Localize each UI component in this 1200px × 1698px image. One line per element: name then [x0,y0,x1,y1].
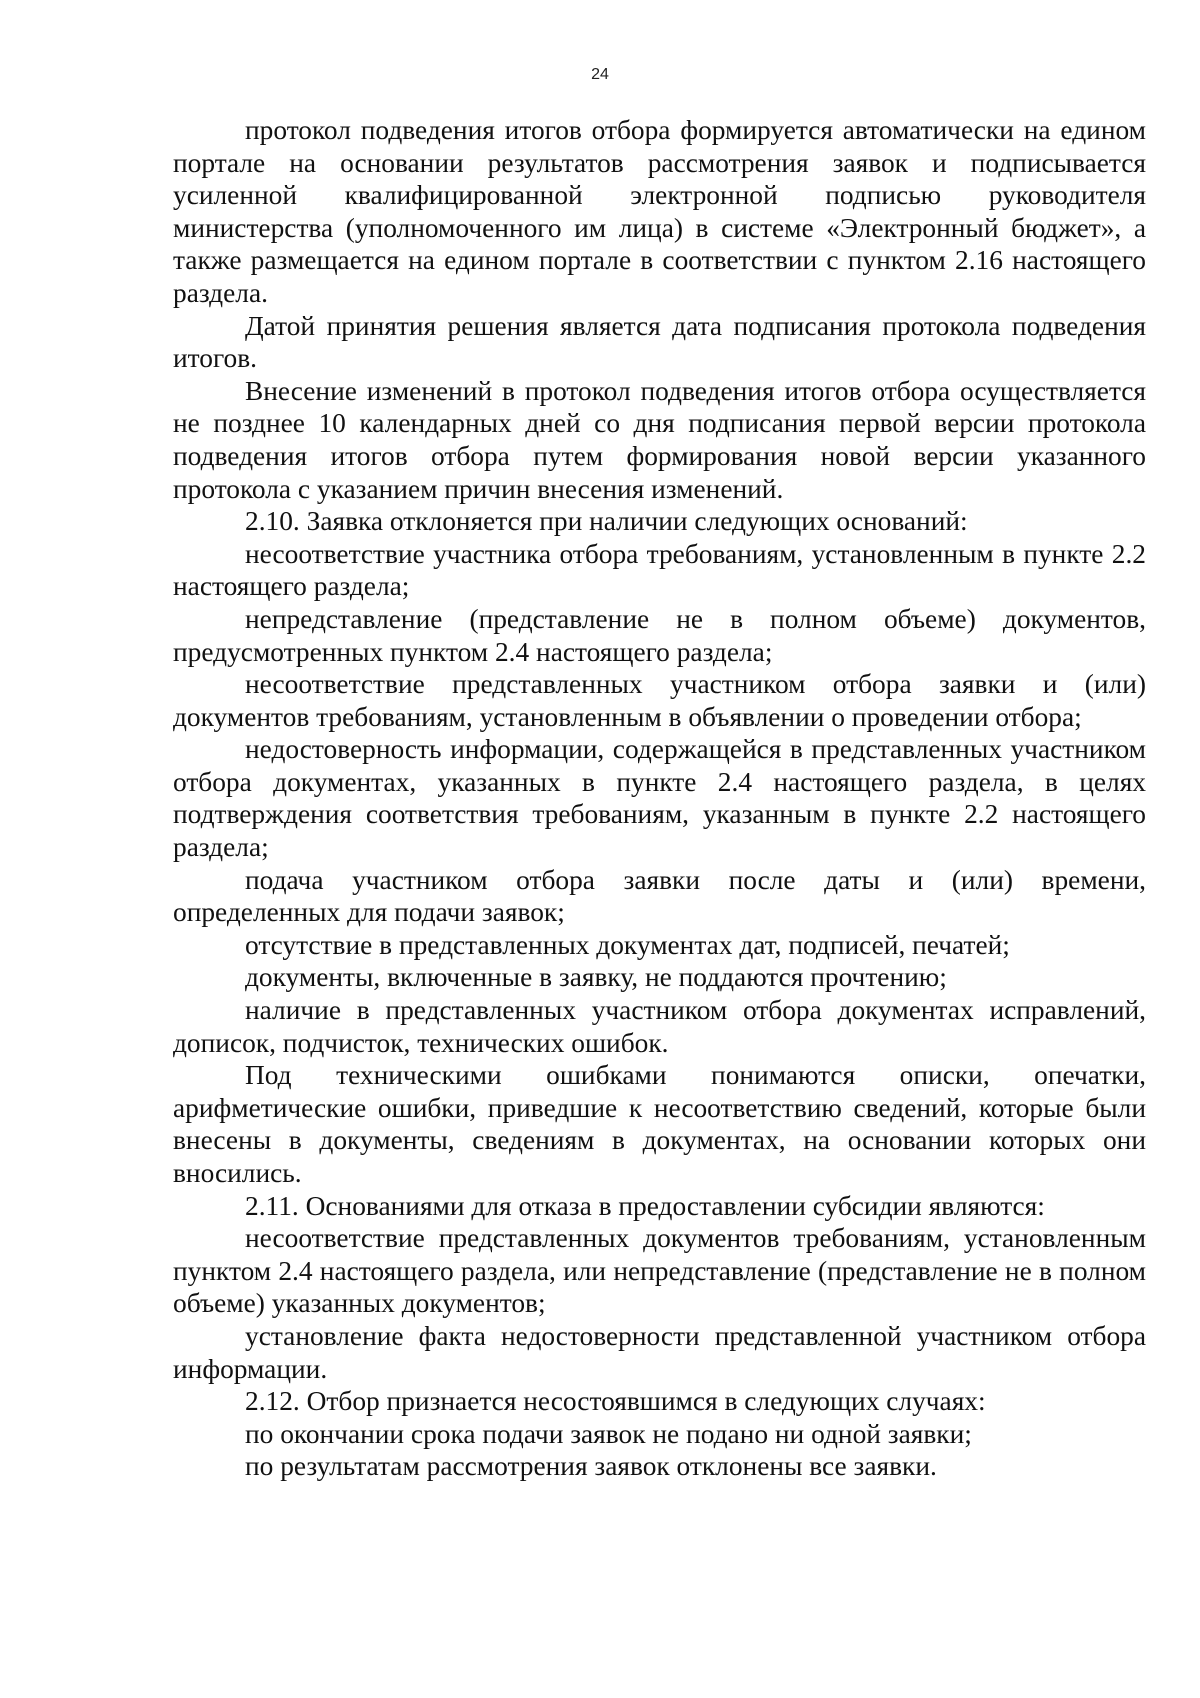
list-item: несоответствие представленных участником отбора заявки и (или) документов требованиям, установленным в объявлении о проведении отбора; [173,669,1146,732]
list-item: недостоверность информации, содержащейся в представленных участником отбора документах, указанных в пункте 2.4 настоящего раздела, в целях подтверждения соответствия требованиям, указанным в пункте 2.2 настоящего раздела; [173,734,1146,863]
list-item: несоответствие представленных документов требованиям, установленным пунктом 2.4 настоящего раздела, или непредставление (представление не в полном объеме) указанных документов; [173,1223,1146,1319]
list-item: наличие в представленных участником отбора документах исправлений, дописок, подчисток, технических ошибок. [173,995,1146,1058]
list-item: документы, включенные в заявку, не поддаются прочтению; [245,962,947,993]
list-item: по результатам рассмотрения заявок отклонены все заявки. [245,1451,937,1482]
list-item: установление факта недостоверности представленной участником отбора информации. [173,1320,1146,1384]
section-heading-2-11: 2.11. Основаниями для отказа в предоставлении субсидии являются: [245,1190,1045,1221]
paragraph: Внесение изменений в протокол подведения итогов отбора осуществляется не позднее 10 календарных дней со дня подписания первой версии протокола подведения итогов отбора путем формирования новой версии указанного протокола с указанием причин внесения изменений. [173,375,1146,504]
list-item: непредставление (представление не в полном объеме) документов, предусмотренных пунктом 2.4 настоящего раздела; [173,603,1146,667]
document-body [173,114,1146,1483]
page-number: 24 [591,66,609,83]
paragraph: Датой принятия решения является дата подписания протокола подведения итогов. [173,310,1146,374]
section-heading-2-10: 2.10. Заявка отклоняется при наличии следующих оснований: [245,506,968,537]
list-item: отсутствие в представленных документах дат, подписей, печатей; [245,929,1010,960]
list-item: по окончании срока подачи заявок не подано ни одной заявки; [245,1418,972,1449]
paragraph: Под техническими ошибками понимаются описки, опечатки, арифметические ошибки, приведшие к несоответствию сведений, которые были внесены в документы, сведениям в документах, на основании которых они вносились. [173,1060,1146,1188]
list-item: несоответствие участника отбора требованиям, установленным в пункте 2.2 настоящего раздела; [173,538,1146,602]
section-heading-2-12: 2.12. Отбор признается несостоявшимся в следующих случаях: [245,1386,986,1417]
paragraph: протокол подведения итогов отбора формируется автоматически на едином портале на основании результатов рассмотрения заявок и подписывается усиленной квалифицированной электронной подписью руководителя министерства (уполномоченного им лица) в системе «Электронный бюджет», а также размещается на едином портале в соответствии с пунктом 2.16 настоящего раздела. [173,115,1146,308]
list-item: подача участником отбора заявки после даты и (или) времени, определенных для подачи заявок; [173,864,1146,928]
